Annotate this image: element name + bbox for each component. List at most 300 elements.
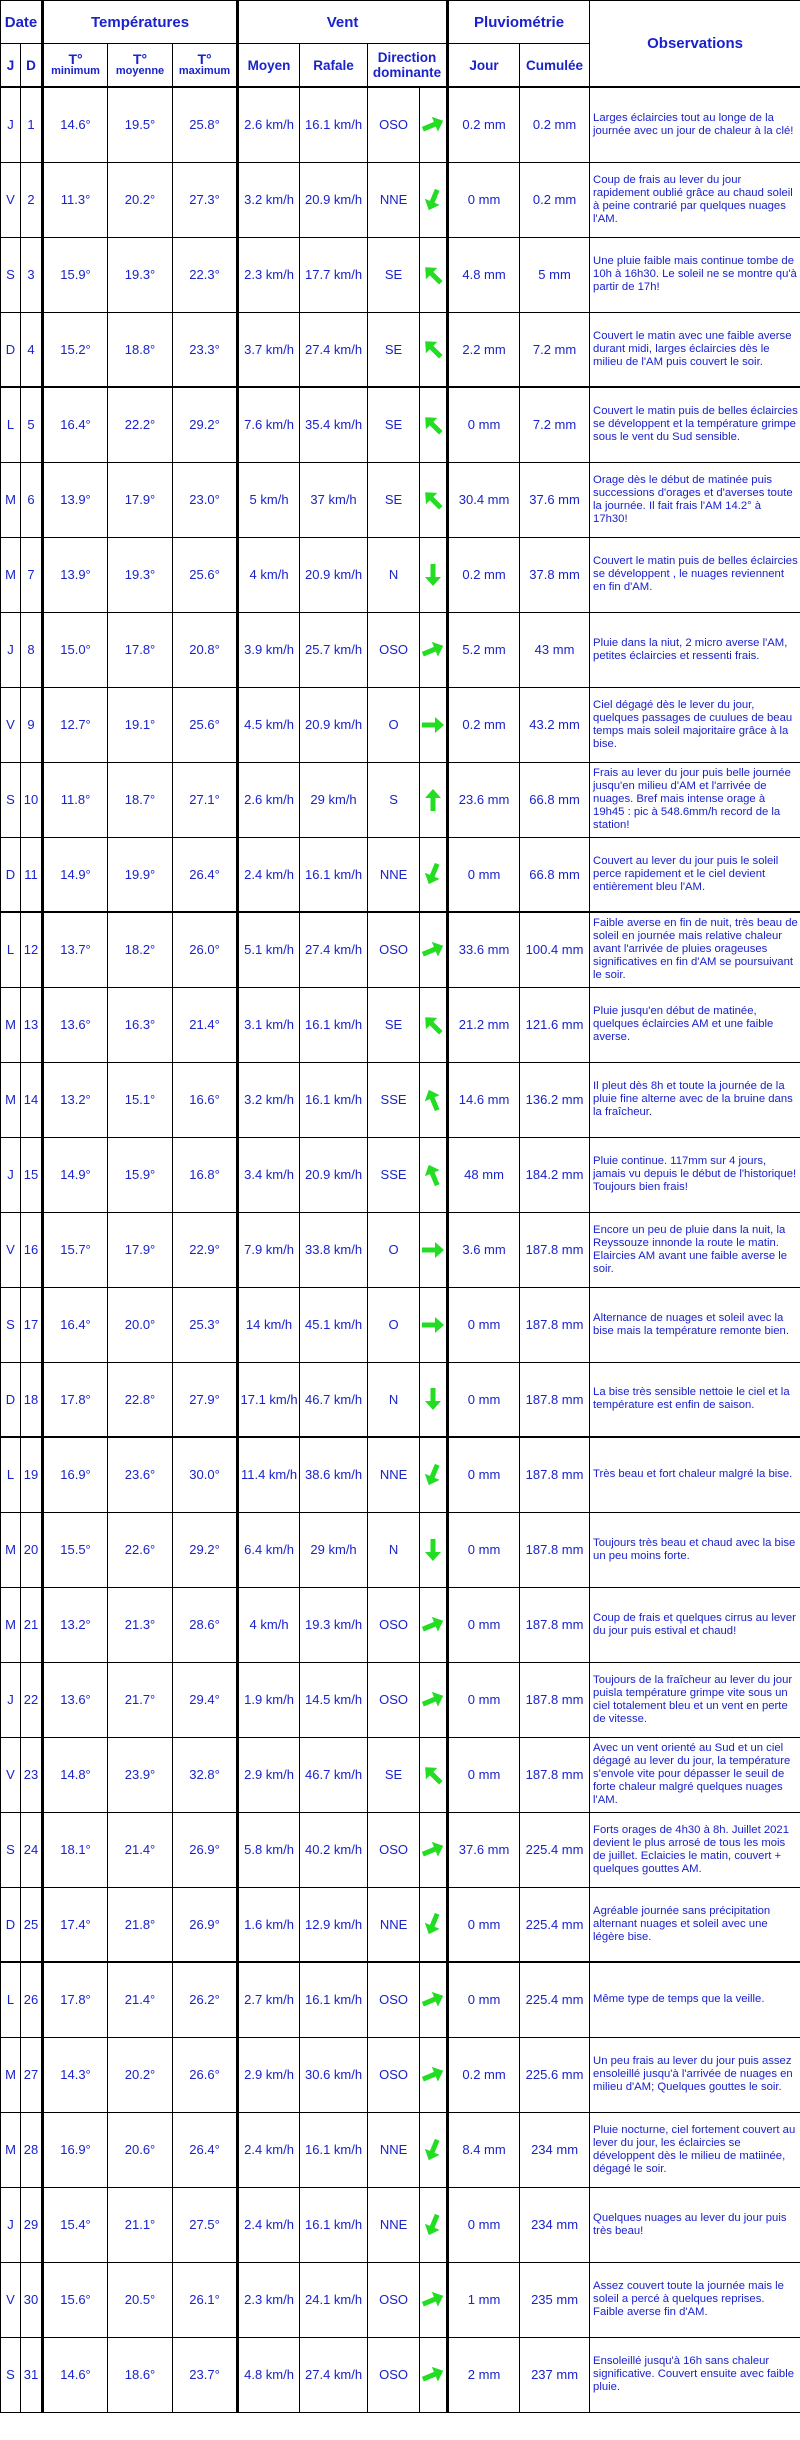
table-row [1,1062,800,1137]
day-letter: S [1,1812,21,1887]
day-number: 4 [21,312,43,387]
wind-avg: 3.4 km/h [238,1137,300,1212]
day-number: 30 [21,2262,43,2337]
rain-cumul: 225.6 mm [520,2037,590,2112]
wind-arrow-icon [420,637,446,663]
day-number: 2 [21,162,43,237]
day-letter: J [1,612,21,687]
table-row [1,912,800,987]
temp-avg: 22.8° [108,1362,173,1437]
temp-avg: 21.8° [108,1887,173,1962]
day-letter: S [1,762,21,837]
wind-gust: 24.1 km/h [300,2262,368,2337]
day-letter: L [1,912,21,987]
observation-text: Agréable journée sans précipitation alternant nuages et soleil avec une légère bise. [590,1887,800,1962]
observation-text: Coup de frais au lever du jour rapidement oublié grâce au chaud soleil à peine contrarié par quelques nuages l'AM. [590,162,800,237]
table-row [1,2112,800,2187]
rain-cumul: 237 mm [520,2337,590,2412]
day-number: 22 [21,1662,43,1737]
table-row [1,987,800,1062]
wind-arrow-cell [420,1587,448,1662]
wind-arrow-cell [420,1437,448,1512]
day-letter: V [1,687,21,762]
wind-arrow-icon [420,1762,446,1788]
temp-min: 15.2° [43,312,108,387]
wind-avg: 2.3 km/h [238,2262,300,2337]
day-number: 11 [21,837,43,912]
observation-text: Toujours de la fraîcheur au lever du jour puisla température grimpe vite sous un ciel totalement bleu et un vent en perte de vitesse. [590,1662,800,1737]
wind-arrow-icon [420,562,446,588]
temp-min: 11.3° [43,162,108,237]
temp-max: 26.4° [173,2112,238,2187]
header-tmoy: T° moyenne [108,44,173,88]
wind-direction: N [368,537,420,612]
temp-min: 16.9° [43,2112,108,2187]
wind-avg: 4.5 km/h [238,687,300,762]
temp-min: 15.0° [43,612,108,687]
wind-arrow-cell [420,612,448,687]
wind-arrow-cell [420,462,448,537]
wind-gust: 20.9 km/h [300,1137,368,1212]
temp-avg: 21.4° [108,1962,173,2037]
wind-direction: NNE [368,1887,420,1962]
temp-max: 29.4° [173,1662,238,1737]
wind-avg: 6.4 km/h [238,1512,300,1587]
table-row [1,2262,800,2337]
temp-max: 23.3° [173,312,238,387]
temp-avg: 15.1° [108,1062,173,1137]
table-row [1,1212,800,1287]
observation-text: Une pluie faible mais continue tombe de 10h à 16h30. Le soleil ne se montre qu'à partir de 17h! [590,237,800,312]
observation-text: Il pleut dès 8h et toute la journée de la pluie fine alterne avec de la bruine dans la fraîcheur. [590,1062,800,1137]
wind-gust: 46.7 km/h [300,1737,368,1812]
wind-arrow-cell [420,987,448,1062]
temp-max: 23.7° [173,2337,238,2412]
temp-avg: 18.7° [108,762,173,837]
wind-arrow-icon [420,1162,446,1188]
header-day-number: D [21,44,43,88]
rain-day: 0 mm [448,162,520,237]
wind-avg: 4 km/h [238,537,300,612]
wind-gust: 46.7 km/h [300,1362,368,1437]
day-number: 19 [21,1437,43,1512]
wind-direction: SE [368,987,420,1062]
rain-cumul: 225.4 mm [520,1962,590,2037]
temp-max: 26.4° [173,837,238,912]
temp-avg: 17.8° [108,612,173,687]
day-number: 31 [21,2337,43,2412]
rain-cumul: 37.6 mm [520,462,590,537]
temp-max: 26.9° [173,1812,238,1887]
observation-text: Même type de temps que la veille. [590,1962,800,2037]
rain-day: 8.4 mm [448,2112,520,2187]
table-row [1,1362,800,1437]
temp-max: 27.3° [173,162,238,237]
wind-gust: 14.5 km/h [300,1662,368,1737]
wind-avg: 3.2 km/h [238,162,300,237]
rain-day: 33.6 mm [448,912,520,987]
wind-gust: 20.9 km/h [300,687,368,762]
temp-max: 25.3° [173,1287,238,1362]
table-row [1,1812,800,1887]
temp-min: 13.2° [43,1062,108,1137]
wind-avg: 5 km/h [238,462,300,537]
table-row [1,687,800,762]
observation-text: Assez couvert toute la journée mais le soleil a percé à quelques reprises. Faible averse fin d'AM. [590,2262,800,2337]
wind-direction: OSO [368,87,420,162]
wind-gust: 45.1 km/h [300,1287,368,1362]
table-row [1,387,800,462]
temp-max: 22.9° [173,1212,238,1287]
rain-day: 0 mm [448,387,520,462]
temp-max: 23.0° [173,462,238,537]
wind-avg: 1.6 km/h [238,1887,300,1962]
wind-arrow-icon [420,1087,446,1113]
temp-max: 26.9° [173,1887,238,1962]
wind-arrow-icon [420,1312,446,1338]
temp-avg: 18.2° [108,912,173,987]
rain-day: 0 mm [448,1737,520,1812]
header-day-letter: J [1,44,21,88]
temp-max: 25.8° [173,87,238,162]
temp-max: 16.8° [173,1137,238,1212]
wind-direction: SE [368,462,420,537]
temp-min: 14.9° [43,837,108,912]
temp-min: 13.6° [43,1662,108,1737]
day-number: 18 [21,1362,43,1437]
temp-max: 29.2° [173,1512,238,1587]
wind-avg: 2.6 km/h [238,87,300,162]
wind-arrow-icon [420,487,446,513]
temp-min: 15.6° [43,2262,108,2337]
header-wind-gust: Rafale [300,44,368,88]
temp-avg: 20.6° [108,2112,173,2187]
day-number: 23 [21,1737,43,1812]
table-row [1,612,800,687]
day-letter: M [1,2112,21,2187]
temp-max: 27.9° [173,1362,238,1437]
header-wind: Vent [238,1,448,44]
wind-avg: 4 km/h [238,1587,300,1662]
wind-arrow-cell [420,387,448,462]
wind-arrow-icon [420,187,446,213]
observation-text: Couvert au lever du jour puis le soleil perce rapidement et le ciel devient entièrement bleu l'AM. [590,837,800,912]
rain-cumul: 187.8 mm [520,1287,590,1362]
wind-gust: 40.2 km/h [300,1812,368,1887]
wind-arrow-cell [420,837,448,912]
rain-cumul: 5 mm [520,237,590,312]
temp-avg: 20.2° [108,2037,173,2112]
observation-text: Encore un peu de pluie dans la nuit, la Reyssouze innonde la route le matin. Elaircies AM avant une faible averse le soir. [590,1212,800,1287]
temp-avg: 22.6° [108,1512,173,1587]
table-row [1,1137,800,1212]
day-number: 21 [21,1587,43,1662]
observation-text: Coup de frais et quelques cirrus au lever du jour puis estival et chaud! [590,1587,800,1662]
rain-cumul: 187.8 mm [520,1212,590,1287]
rain-day: 5.2 mm [448,612,520,687]
wind-arrow-cell [420,1962,448,2037]
table-row [1,1887,800,1962]
day-number: 3 [21,237,43,312]
wind-direction: N [368,1512,420,1587]
temp-max: 21.4° [173,987,238,1062]
header-rain-day: Jour [448,44,520,88]
wind-avg: 14 km/h [238,1287,300,1362]
wind-avg: 2.4 km/h [238,2187,300,2262]
rain-cumul: 234 mm [520,2112,590,2187]
temp-max: 32.8° [173,1737,238,1812]
wind-arrow-cell [420,2187,448,2262]
wind-arrow-icon [420,1386,446,1412]
wind-direction: OSO [368,912,420,987]
table-row [1,837,800,912]
wind-arrow-icon [420,861,446,887]
day-number: 26 [21,1962,43,2037]
header-rain-cumul: Cumulée [520,44,590,88]
rain-cumul: 184.2 mm [520,1137,590,1212]
temp-min: 13.9° [43,462,108,537]
rain-day: 2 mm [448,2337,520,2412]
wind-arrow-cell [420,1887,448,1962]
wind-arrow-cell [420,2112,448,2187]
observation-text: Forts orages de 4h30 à 8h. Juillet 2021 devient le plus arrosé de tous les mois de juillet. Eclaicies le matin, couvert + quelques gouttes AM. [590,1812,800,1887]
day-number: 10 [21,762,43,837]
observation-text: Avec un vent orienté au Sud et un ciel dégagé au lever du jour, la température s'envole vite pour dépasser le seuil de forte chaleur malgré quelques nuages l'AM. [590,1737,800,1812]
temp-max: 16.6° [173,1062,238,1137]
day-letter: M [1,462,21,537]
rain-cumul: 66.8 mm [520,837,590,912]
temp-max: 26.6° [173,2037,238,2112]
temp-avg: 20.2° [108,162,173,237]
rain-day: 0.2 mm [448,687,520,762]
temp-min: 17.8° [43,1362,108,1437]
wind-direction: SE [368,1737,420,1812]
day-number: 28 [21,2112,43,2187]
wind-avg: 11.4 km/h [238,1437,300,1512]
temp-min: 12.7° [43,687,108,762]
temp-min: 18.1° [43,1812,108,1887]
day-letter: M [1,987,21,1062]
wind-direction: OSO [368,2337,420,2412]
wind-arrow-cell [420,1062,448,1137]
wind-direction: O [368,687,420,762]
temp-max: 27.1° [173,762,238,837]
rain-cumul: 43.2 mm [520,687,590,762]
rain-cumul: 187.8 mm [520,1662,590,1737]
day-letter: S [1,2337,21,2412]
wind-avg: 5.8 km/h [238,1812,300,1887]
table-row [1,1512,800,1587]
rain-cumul: 187.8 mm [520,1512,590,1587]
day-letter: M [1,1512,21,1587]
day-letter: D [1,1362,21,1437]
temp-min: 17.8° [43,1962,108,2037]
day-number: 7 [21,537,43,612]
wind-gust: 17.7 km/h [300,237,368,312]
observation-text: Alternance de nuages et soleil avec la bise mais la température remonte bien. [590,1287,800,1362]
rain-day: 0 mm [448,1662,520,1737]
wind-arrow-icon [420,1537,446,1563]
day-letter: D [1,312,21,387]
rain-cumul: 187.8 mm [520,1587,590,1662]
table-row [1,87,800,162]
temp-avg: 19.3° [108,537,173,612]
day-number: 8 [21,612,43,687]
observation-text: Pluie dans la niut, 2 micro averse l'AM, petites éclaircies et ressenti frais. [590,612,800,687]
wind-direction: NNE [368,2187,420,2262]
header-temperatures: Températures [43,1,238,44]
rain-day: 0 mm [448,1362,520,1437]
temp-avg: 20.0° [108,1287,173,1362]
wind-direction: SE [368,237,420,312]
observation-text: Faible averse en fin de nuit, très beau de soleil en journée mais relative chaleur avant l'arrivée de pluies orageuses significatives en fin d'AM se poursuivant le soir. [590,912,800,987]
wind-gust: 33.8 km/h [300,1212,368,1287]
temp-avg: 17.9° [108,462,173,537]
temp-avg: 19.5° [108,87,173,162]
wind-gust: 29 km/h [300,762,368,837]
wind-arrow-icon [420,1837,446,1863]
rain-day: 21.2 mm [448,987,520,1062]
observation-text: Ciel dégagé dès le lever du jour, quelques passages de cuulues de beau temps mais soleil majoritaire grâce à la bise. [590,687,800,762]
observation-text: Pluie nocturne, ciel fortement couvert au lever du jour, les éclaircies se développent dès le milieu de matiinée, dégagé le soir. [590,2112,800,2187]
wind-avg: 17.1 km/h [238,1362,300,1437]
rain-day: 0 mm [448,1587,520,1662]
wind-avg: 2.9 km/h [238,1737,300,1812]
wind-avg: 2.9 km/h [238,2037,300,2112]
wind-gust: 25.7 km/h [300,612,368,687]
wind-gust: 20.9 km/h [300,537,368,612]
day-letter: S [1,237,21,312]
rain-cumul: 225.4 mm [520,1812,590,1887]
day-number: 27 [21,2037,43,2112]
wind-direction: OSO [368,612,420,687]
wind-arrow-icon [420,1687,446,1713]
wind-arrow-icon [420,2062,446,2088]
table-row [1,1287,800,1362]
wind-arrow-icon [420,1612,446,1638]
day-number: 17 [21,1287,43,1362]
observation-text: Larges éclaircies tout au longe de la journée avec un jour de chaleur à la clé! [590,87,800,162]
wind-avg: 2.4 km/h [238,2112,300,2187]
day-letter: L [1,1962,21,2037]
rain-cumul: 37.8 mm [520,537,590,612]
temp-avg: 21.1° [108,2187,173,2262]
temp-min: 16.9° [43,1437,108,1512]
temp-min: 14.6° [43,2337,108,2412]
day-letter: J [1,2187,21,2262]
observation-text: Ensoleillé jusqu'à 16h sans chaleur significative. Couvert ensuite avec faible pluie. [590,2337,800,2412]
observation-text: Un peu frais au lever du jour puis assez ensoleillé jusqu'à l'arrivée de nuages en milieu d'AM; Quelques gouttes le soir. [590,2037,800,2112]
wind-avg: 3.2 km/h [238,1062,300,1137]
wind-gust: 27.4 km/h [300,912,368,987]
observation-text: Quelques nuages au lever du jour puis très beau! [590,2187,800,2262]
wind-arrow-icon [420,1987,446,2013]
wind-arrow-icon [420,2362,446,2388]
wind-direction: OSO [368,1962,420,2037]
rain-day: 0 mm [448,1887,520,1962]
wind-direction: OSO [368,1662,420,1737]
wind-arrow-cell [420,1362,448,1437]
wind-avg: 2.6 km/h [238,762,300,837]
temp-min: 15.4° [43,2187,108,2262]
rain-cumul: 187.8 mm [520,1437,590,1512]
observation-text: Frais au lever du jour puis belle journée jusqu'en milieu d'AM et l'arrivée de nuages. Bref mais intense orage à 19h45 : pic à 548.6mm/h record de la station! [590,762,800,837]
wind-gust: 16.1 km/h [300,1962,368,2037]
wind-gust: 16.1 km/h [300,87,368,162]
wind-gust: 19.3 km/h [300,1587,368,1662]
observation-text: Orage dès le début de matinée puis successions d'orages et d'averses toute la journée. Il fait frais l'AM 14.2° à 17h30! [590,462,800,537]
wind-gust: 35.4 km/h [300,387,368,462]
rain-day: 23.6 mm [448,762,520,837]
table-row [1,762,800,837]
wind-arrow-icon [420,1237,446,1263]
wind-direction: NNE [368,2112,420,2187]
rain-day: 0 mm [448,837,520,912]
wind-arrow-cell [420,762,448,837]
wind-avg: 7.6 km/h [238,387,300,462]
temp-min: 15.9° [43,237,108,312]
wind-arrow-icon [420,2212,446,2238]
wind-gust: 16.1 km/h [300,987,368,1062]
wind-direction: OSO [368,1812,420,1887]
observation-text: Toujours très beau et chaud avec la bise un peu moins forte. [590,1512,800,1587]
rain-day: 30.4 mm [448,462,520,537]
rain-day: 0 mm [448,1512,520,1587]
temp-min: 15.7° [43,1212,108,1287]
wind-avg: 3.7 km/h [238,312,300,387]
wind-arrow-icon [420,412,446,438]
rain-day: 0 mm [448,2187,520,2262]
wind-arrow-cell [420,162,448,237]
temp-avg: 17.9° [108,1212,173,1287]
wind-direction: SE [368,387,420,462]
wind-direction: SSE [368,1137,420,1212]
temp-max: 25.6° [173,537,238,612]
observation-text: La bise très sensible nettoie le ciel et la température est enfin de saison. [590,1362,800,1437]
day-number: 1 [21,87,43,162]
temp-min: 15.5° [43,1512,108,1587]
table-row [1,2187,800,2262]
day-number: 9 [21,687,43,762]
rain-cumul: 235 mm [520,2262,590,2337]
rain-day: 0 mm [448,1287,520,1362]
observation-text: Couvert le matin puis de belles éclaircies se développent , le nuages reviennent en fin d'AM. [590,537,800,612]
day-number: 24 [21,1812,43,1887]
temp-min: 13.9° [43,537,108,612]
temp-avg: 19.3° [108,237,173,312]
wind-avg: 2.4 km/h [238,837,300,912]
temp-max: 26.1° [173,2262,238,2337]
wind-avg: 3.1 km/h [238,987,300,1062]
rain-cumul: 234 mm [520,2187,590,2262]
wind-arrow-cell [420,1512,448,1587]
wind-gust: 29 km/h [300,1512,368,1587]
header-date: Date [1,1,43,44]
temp-min: 13.2° [43,1587,108,1662]
wind-avg: 1.9 km/h [238,1662,300,1737]
rain-cumul: 43 mm [520,612,590,687]
wind-gust: 16.1 km/h [300,1062,368,1137]
day-number: 29 [21,2187,43,2262]
table-row [1,1587,800,1662]
wind-direction: OSO [368,2037,420,2112]
table-row [1,1662,800,1737]
rain-day: 0.2 mm [448,2037,520,2112]
wind-arrow-icon [420,1462,446,1488]
temp-max: 26.0° [173,912,238,987]
rain-day: 0.2 mm [448,87,520,162]
wind-direction: SSE [368,1062,420,1137]
